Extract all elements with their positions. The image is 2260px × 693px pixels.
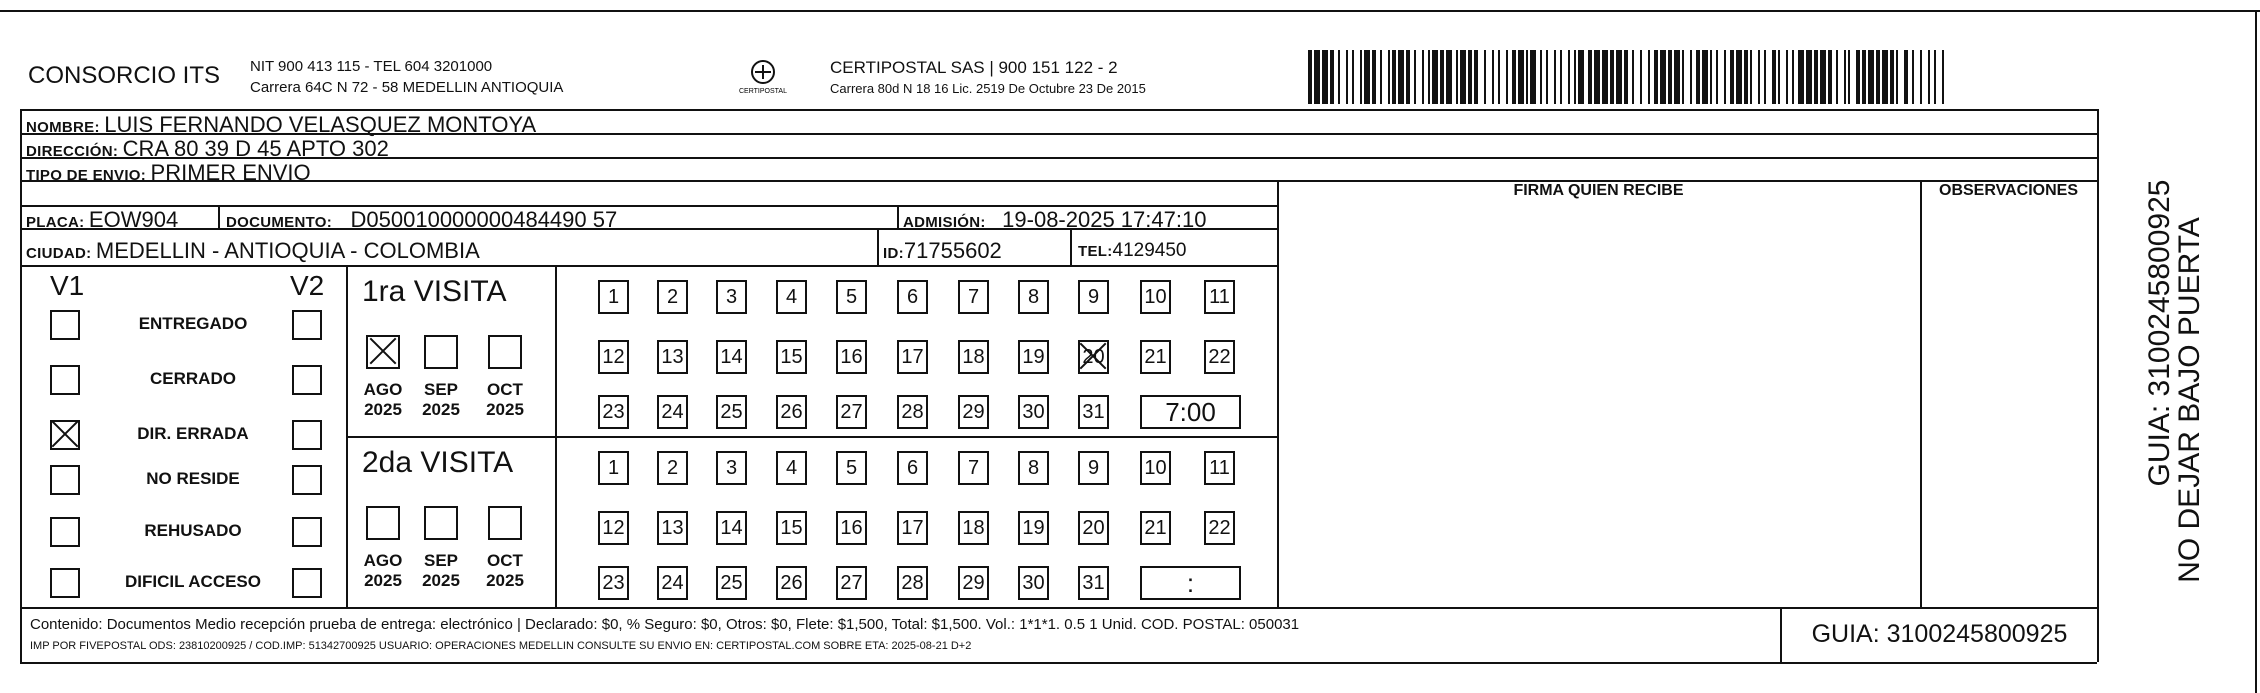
day-box[interactable]: 13: [657, 511, 688, 545]
barcode-bar: [1668, 50, 1672, 104]
barcode-bar: [1526, 50, 1528, 104]
barcode-bar: [1540, 50, 1542, 104]
barcode-bar: [1388, 50, 1390, 104]
day-box[interactable]: 15: [776, 340, 807, 374]
month-label: AGO 2025: [363, 551, 403, 590]
barcode-bar: [1594, 50, 1600, 104]
month-checkbox[interactable]: [488, 506, 522, 540]
day-box[interactable]: 30: [1018, 395, 1049, 429]
documento-label: DOCUMENTO:: [226, 214, 333, 231]
day-box[interactable]: 27: [836, 566, 867, 600]
grid-line: [2097, 109, 2099, 662]
id-label: ID:: [883, 245, 904, 262]
barcode-bar: [1736, 50, 1742, 104]
barcode-bar: [1506, 50, 1508, 104]
barcode-bar: [1758, 50, 1760, 104]
grid-line: [1920, 180, 1922, 607]
day-box[interactable]: 18: [958, 511, 989, 545]
barcode-bar: [1440, 50, 1444, 104]
barcode-bar: [1574, 50, 1576, 104]
barcode-bar: [1392, 50, 1396, 104]
barcode-bar: [1610, 50, 1614, 104]
day-box[interactable]: 14: [716, 511, 747, 545]
month-label: AGO 2025: [363, 380, 403, 419]
barcode-bar: [1308, 50, 1312, 104]
barcode-bar: [1710, 50, 1712, 104]
day-box[interactable]: 19: [1018, 511, 1049, 545]
day-box[interactable]: 19: [1018, 340, 1049, 374]
day-box[interactable]: 26: [776, 566, 807, 600]
barcode-bar: [1602, 50, 1608, 104]
grid-line: [1277, 180, 1279, 607]
barcode-bar: [1406, 50, 1410, 104]
day-box[interactable]: 24: [657, 395, 688, 429]
tel-label: TEL:: [1078, 243, 1113, 260]
placa-label: PLACA:: [26, 214, 85, 231]
day-box[interactable]: 16: [836, 511, 867, 545]
barcode-bar: [1702, 50, 1708, 104]
month-label: OCT 2025: [486, 380, 524, 419]
barcode-bar: [1364, 50, 1370, 104]
barcode-bar: [1912, 50, 1914, 104]
grid-line: [20, 109, 2097, 111]
barcode-bar: [1632, 50, 1634, 104]
footer-imp: IMP POR FIVEPOSTAL ODS: 23810200925 / COD.IMP: 51342700925 USUARIO: OPERACIONES MEDELLIN CONSULTE SU ENVIO EN: CERTIPOSTAL.COM SOBRE ETA: 2025-08-21 D+2: [30, 640, 972, 652]
status-label: ENTREGADO: [138, 314, 248, 333]
grid-line: [1070, 228, 1072, 265]
tipo-envio-value: PRIMER ENVIO: [150, 160, 311, 185]
month-checkbox[interactable]: [488, 335, 522, 369]
barcode-bar: [1474, 50, 1478, 104]
firma-header: FIRMA QUIEN RECIBE: [1513, 182, 1684, 199]
tel-value: 4129450: [1112, 240, 1187, 261]
ciudad-label: CIUDAD:: [26, 245, 92, 262]
day-box[interactable]: 3: [716, 451, 747, 485]
barcode-bar: [1750, 50, 1752, 104]
admision-value: 19-08-2025 17:47:10: [1002, 207, 1207, 232]
time-box[interactable]: :: [1140, 566, 1241, 600]
day-box[interactable]: 2: [657, 280, 688, 314]
day-box[interactable]: 2: [657, 451, 688, 485]
barcode-bar: [1380, 50, 1382, 104]
barcode-bar: [1848, 50, 1850, 104]
company-name: CONSORCIO ITS: [28, 62, 221, 89]
v2-checkbox[interactable]: [292, 420, 322, 450]
day-box[interactable]: 17: [897, 340, 928, 374]
day-box[interactable]: 17: [897, 511, 928, 545]
barcode-bar: [1432, 50, 1438, 104]
certipostal-logo: [728, 56, 798, 96]
time-box[interactable]: 7:00: [1140, 395, 1241, 429]
status-label: NO RESIDE: [146, 469, 240, 488]
company-nit: NIT 900 413 115 - TEL 604 3201000: [250, 58, 493, 75]
barcode-bar: [1820, 50, 1826, 104]
barcode-bar: [1806, 50, 1812, 104]
v1-checkbox[interactable]: [50, 310, 80, 340]
barcode-bar: [1398, 50, 1404, 104]
v1-label: V1: [50, 270, 85, 301]
barcode-bar: [1492, 50, 1494, 104]
barcode-bar: [1942, 50, 1944, 104]
barcode-bar: [1640, 50, 1642, 104]
barcode-bar: [1814, 50, 1818, 104]
barcode-bar: [1828, 50, 1832, 104]
carrier-name: CERTIPOSTAL SAS | 900 151 122 - 2: [830, 58, 1118, 77]
barcode-bar: [1724, 50, 1726, 104]
day-box[interactable]: 20: [1078, 511, 1109, 545]
barcode-bar: [1798, 50, 1804, 104]
grid-line: [20, 662, 2097, 664]
grid-line: [20, 265, 1277, 267]
day-box[interactable]: 21: [1140, 340, 1171, 374]
barcode-bar: [1764, 50, 1766, 104]
grid-line: [877, 228, 879, 265]
day-box[interactable]: 23: [598, 566, 629, 600]
day-box[interactable]: 12: [598, 340, 629, 374]
barcode-bar: [1498, 50, 1500, 104]
barcode-bar: [1338, 50, 1340, 104]
barcode-bar: [1772, 50, 1776, 104]
status-label: CERRADO: [150, 369, 236, 388]
barcode-bar: [1446, 50, 1452, 104]
day-box[interactable]: 27: [836, 395, 867, 429]
day-box[interactable]: 12: [598, 511, 629, 545]
barcode-bar: [1330, 50, 1334, 104]
month-checkbox[interactable]: [424, 335, 458, 369]
barcode-bar: [1352, 50, 1354, 104]
barcode-bar: [1868, 50, 1874, 104]
barcode-bar: [1616, 50, 1622, 104]
top-border: [0, 10, 2260, 12]
barcode-bar: [1624, 50, 1628, 104]
ciudad-value: MEDELLIN - ANTIOQUIA - COLOMBIA: [95, 238, 480, 263]
day-box[interactable]: 26: [776, 395, 807, 429]
v2-checkbox[interactable]: [292, 310, 322, 340]
day-box[interactable]: 21: [1140, 511, 1171, 545]
barcode-bar: [1346, 50, 1348, 104]
tipo-envio-label: TIPO DE ENVIO:: [26, 167, 147, 184]
check-mark-icon: [368, 337, 398, 367]
day-box[interactable]: 1: [598, 280, 629, 314]
day-box[interactable]: 28: [897, 566, 928, 600]
no-dejar-bajo-puerta: NO DEJAR BAJO PUERTA: [2173, 217, 2206, 583]
company-address: Carrera 64C N 72 - 58 MEDELLIN ANTIOQUIA: [250, 79, 564, 96]
barcode-bar: [1934, 50, 1936, 104]
barcode-bar: [1554, 50, 1556, 104]
barcode-bar: [1778, 50, 1780, 104]
barcode-bar: [1856, 50, 1860, 104]
day-box[interactable]: 11: [1204, 280, 1235, 314]
day-box[interactable]: 31: [1078, 566, 1109, 600]
day-box[interactable]: 30: [1018, 566, 1049, 600]
day-box[interactable]: 7: [958, 280, 989, 314]
barcode-bar: [1730, 50, 1734, 104]
day-box[interactable]: 22: [1204, 340, 1235, 374]
barcode: [1308, 50, 1948, 104]
v1-checkbox[interactable]: [50, 517, 80, 547]
v2-checkbox[interactable]: [292, 568, 322, 598]
nombre-label: NOMBRE:: [26, 119, 100, 136]
v2-checkbox[interactable]: [292, 465, 322, 495]
barcode-bar: [1484, 50, 1486, 104]
right-border: [2255, 10, 2257, 693]
id-value: 71755602: [903, 238, 1002, 263]
month-checkbox[interactable]: [424, 506, 458, 540]
grid-line: [346, 436, 1277, 438]
barcode-bar: [1890, 50, 1894, 104]
day-box[interactable]: 5: [836, 280, 867, 314]
day-box[interactable]: 6: [897, 280, 928, 314]
v1-checkbox[interactable]: [50, 365, 80, 395]
barcode-bar: [1568, 50, 1570, 104]
grid-line: [20, 109, 22, 662]
barcode-bar: [1654, 50, 1658, 104]
day-box[interactable]: 3: [716, 280, 747, 314]
barcode-bar: [1836, 50, 1838, 104]
day-box[interactable]: 29: [958, 395, 989, 429]
barcode-bar: [1674, 50, 1680, 104]
barcode-bar: [1314, 50, 1320, 104]
nombre-value: LUIS FERNANDO VELASQUEZ MONTOYA: [104, 112, 537, 137]
barcode-bar: [1322, 50, 1328, 104]
barcode-bar: [1460, 50, 1466, 104]
barcode-bar: [1876, 50, 1880, 104]
v2-label: V2: [290, 270, 325, 301]
month-label: SEP 2025: [422, 551, 460, 590]
barcode-bar: [1920, 50, 1922, 104]
month-checkbox[interactable]: [366, 506, 400, 540]
barcode-bar: [1786, 50, 1788, 104]
day-box[interactable]: 8: [1018, 280, 1049, 314]
barcode-bar: [1468, 50, 1472, 104]
v1-checkbox[interactable]: [50, 568, 80, 598]
observaciones-header: OBSERVACIONES: [1939, 182, 2078, 199]
day-box[interactable]: 7: [958, 451, 989, 485]
day-box[interactable]: 22: [1204, 511, 1235, 545]
barcode-bar: [1372, 50, 1376, 104]
barcode-bar: [1862, 50, 1866, 104]
day-box[interactable]: 16: [836, 340, 867, 374]
day-box[interactable]: 14: [716, 340, 747, 374]
grid-line: [218, 205, 220, 228]
barcode-bar: [1896, 50, 1898, 104]
barcode-bar: [1422, 50, 1424, 104]
footer-guia: GUIA: 3100245800925: [1811, 620, 2068, 648]
barcode-bar: [1660, 50, 1666, 104]
day-box[interactable]: 29: [958, 566, 989, 600]
placa-value: EOW904: [88, 207, 179, 232]
barcode-bar: [1518, 50, 1524, 104]
check-mark-icon: [50, 420, 80, 450]
footer-contenido: Contenido: Documentos Medio recepción prueba de entrega: electrónico | Declarado: $0, % Seguro: $0, Otros: $0, Flete: $1,500, Total: $1,500. Vol.: 1*1*1. 0.5 1 Unid. COD. POSTAL: 050031: [30, 616, 1300, 633]
day-box[interactable]: 15: [776, 511, 807, 545]
barcode-bar: [1560, 50, 1562, 104]
day-box[interactable]: 25: [716, 395, 747, 429]
barcode-bar: [1414, 50, 1416, 104]
day-box[interactable]: 28: [897, 395, 928, 429]
barcode-bar: [1716, 50, 1718, 104]
day-box[interactable]: 8: [1018, 451, 1049, 485]
barcode-bar: [1578, 50, 1584, 104]
day-box[interactable]: 4: [776, 280, 807, 314]
carrier-address: Carrera 80d N 18 16 Lic. 2519 De Octubre 23 De 2015: [830, 81, 1146, 96]
direccion-value: CRA 80 39 D 45 APTO 302: [122, 136, 389, 161]
grid-line: [897, 205, 899, 228]
admision-label: ADMISIÓN:: [903, 214, 986, 231]
v2-checkbox[interactable]: [292, 517, 322, 547]
grid-line: [20, 607, 2097, 609]
barcode-bar: [1512, 50, 1516, 104]
barcode-bar: [1792, 50, 1794, 104]
v1-checkbox[interactable]: [50, 465, 80, 495]
day-box[interactable]: 24: [657, 566, 688, 600]
barcode-bar: [1546, 50, 1548, 104]
barcode-bar: [1844, 50, 1846, 104]
visit-title: 1ra VISITA: [362, 275, 507, 308]
barcode-bar: [1428, 50, 1430, 104]
day-box[interactable]: 10: [1140, 451, 1171, 485]
barcode-bar: [1456, 50, 1458, 104]
day-box[interactable]: 25: [716, 566, 747, 600]
day-box[interactable]: 5: [836, 451, 867, 485]
day-box[interactable]: 23: [598, 395, 629, 429]
day-box[interactable]: 10: [1140, 280, 1171, 314]
barcode-bar: [1648, 50, 1650, 104]
visit-title: 2da VISITA: [362, 446, 514, 479]
status-label: REHUSADO: [144, 521, 242, 540]
barcode-bar: [1696, 50, 1700, 104]
barcode-bar: [1588, 50, 1592, 104]
status-label: DIFICIL ACCESO: [124, 572, 261, 591]
day-box[interactable]: 4: [776, 451, 807, 485]
month-label: SEP 2025: [422, 380, 460, 419]
day-box[interactable]: 6: [897, 451, 928, 485]
day-box[interactable]: 9: [1078, 451, 1109, 485]
status-label: DIR. ERRADA: [137, 424, 249, 443]
barcode-bar: [1904, 50, 1908, 104]
direccion-label: DIRECCIÓN:: [26, 143, 119, 160]
day-box[interactable]: 11: [1204, 451, 1235, 485]
day-box[interactable]: 9: [1078, 280, 1109, 314]
barcode-bar: [1682, 50, 1684, 104]
barcode-bar: [1360, 50, 1362, 104]
barcode-bar: [1530, 50, 1536, 104]
documento-value: D050010000000484490 57: [350, 207, 618, 232]
barcode-bar: [1882, 50, 1888, 104]
day-box[interactable]: 20: [1078, 340, 1109, 374]
check-mark-icon: [1078, 342, 1108, 372]
month-label: OCT 2025: [486, 551, 524, 590]
v2-checkbox[interactable]: [292, 365, 322, 395]
day-box[interactable]: 13: [657, 340, 688, 374]
svg-text:CERTIPOSTAL: CERTIPOSTAL: [739, 88, 787, 95]
day-box[interactable]: 31: [1078, 395, 1109, 429]
side-guia: GUIA: 3100245800925: [2143, 179, 2176, 487]
day-box[interactable]: 1: [598, 451, 629, 485]
day-box[interactable]: 18: [958, 340, 989, 374]
barcode-bar: [1928, 50, 1930, 104]
barcode-bar: [1690, 50, 1692, 104]
barcode-bar: [1744, 50, 1748, 104]
